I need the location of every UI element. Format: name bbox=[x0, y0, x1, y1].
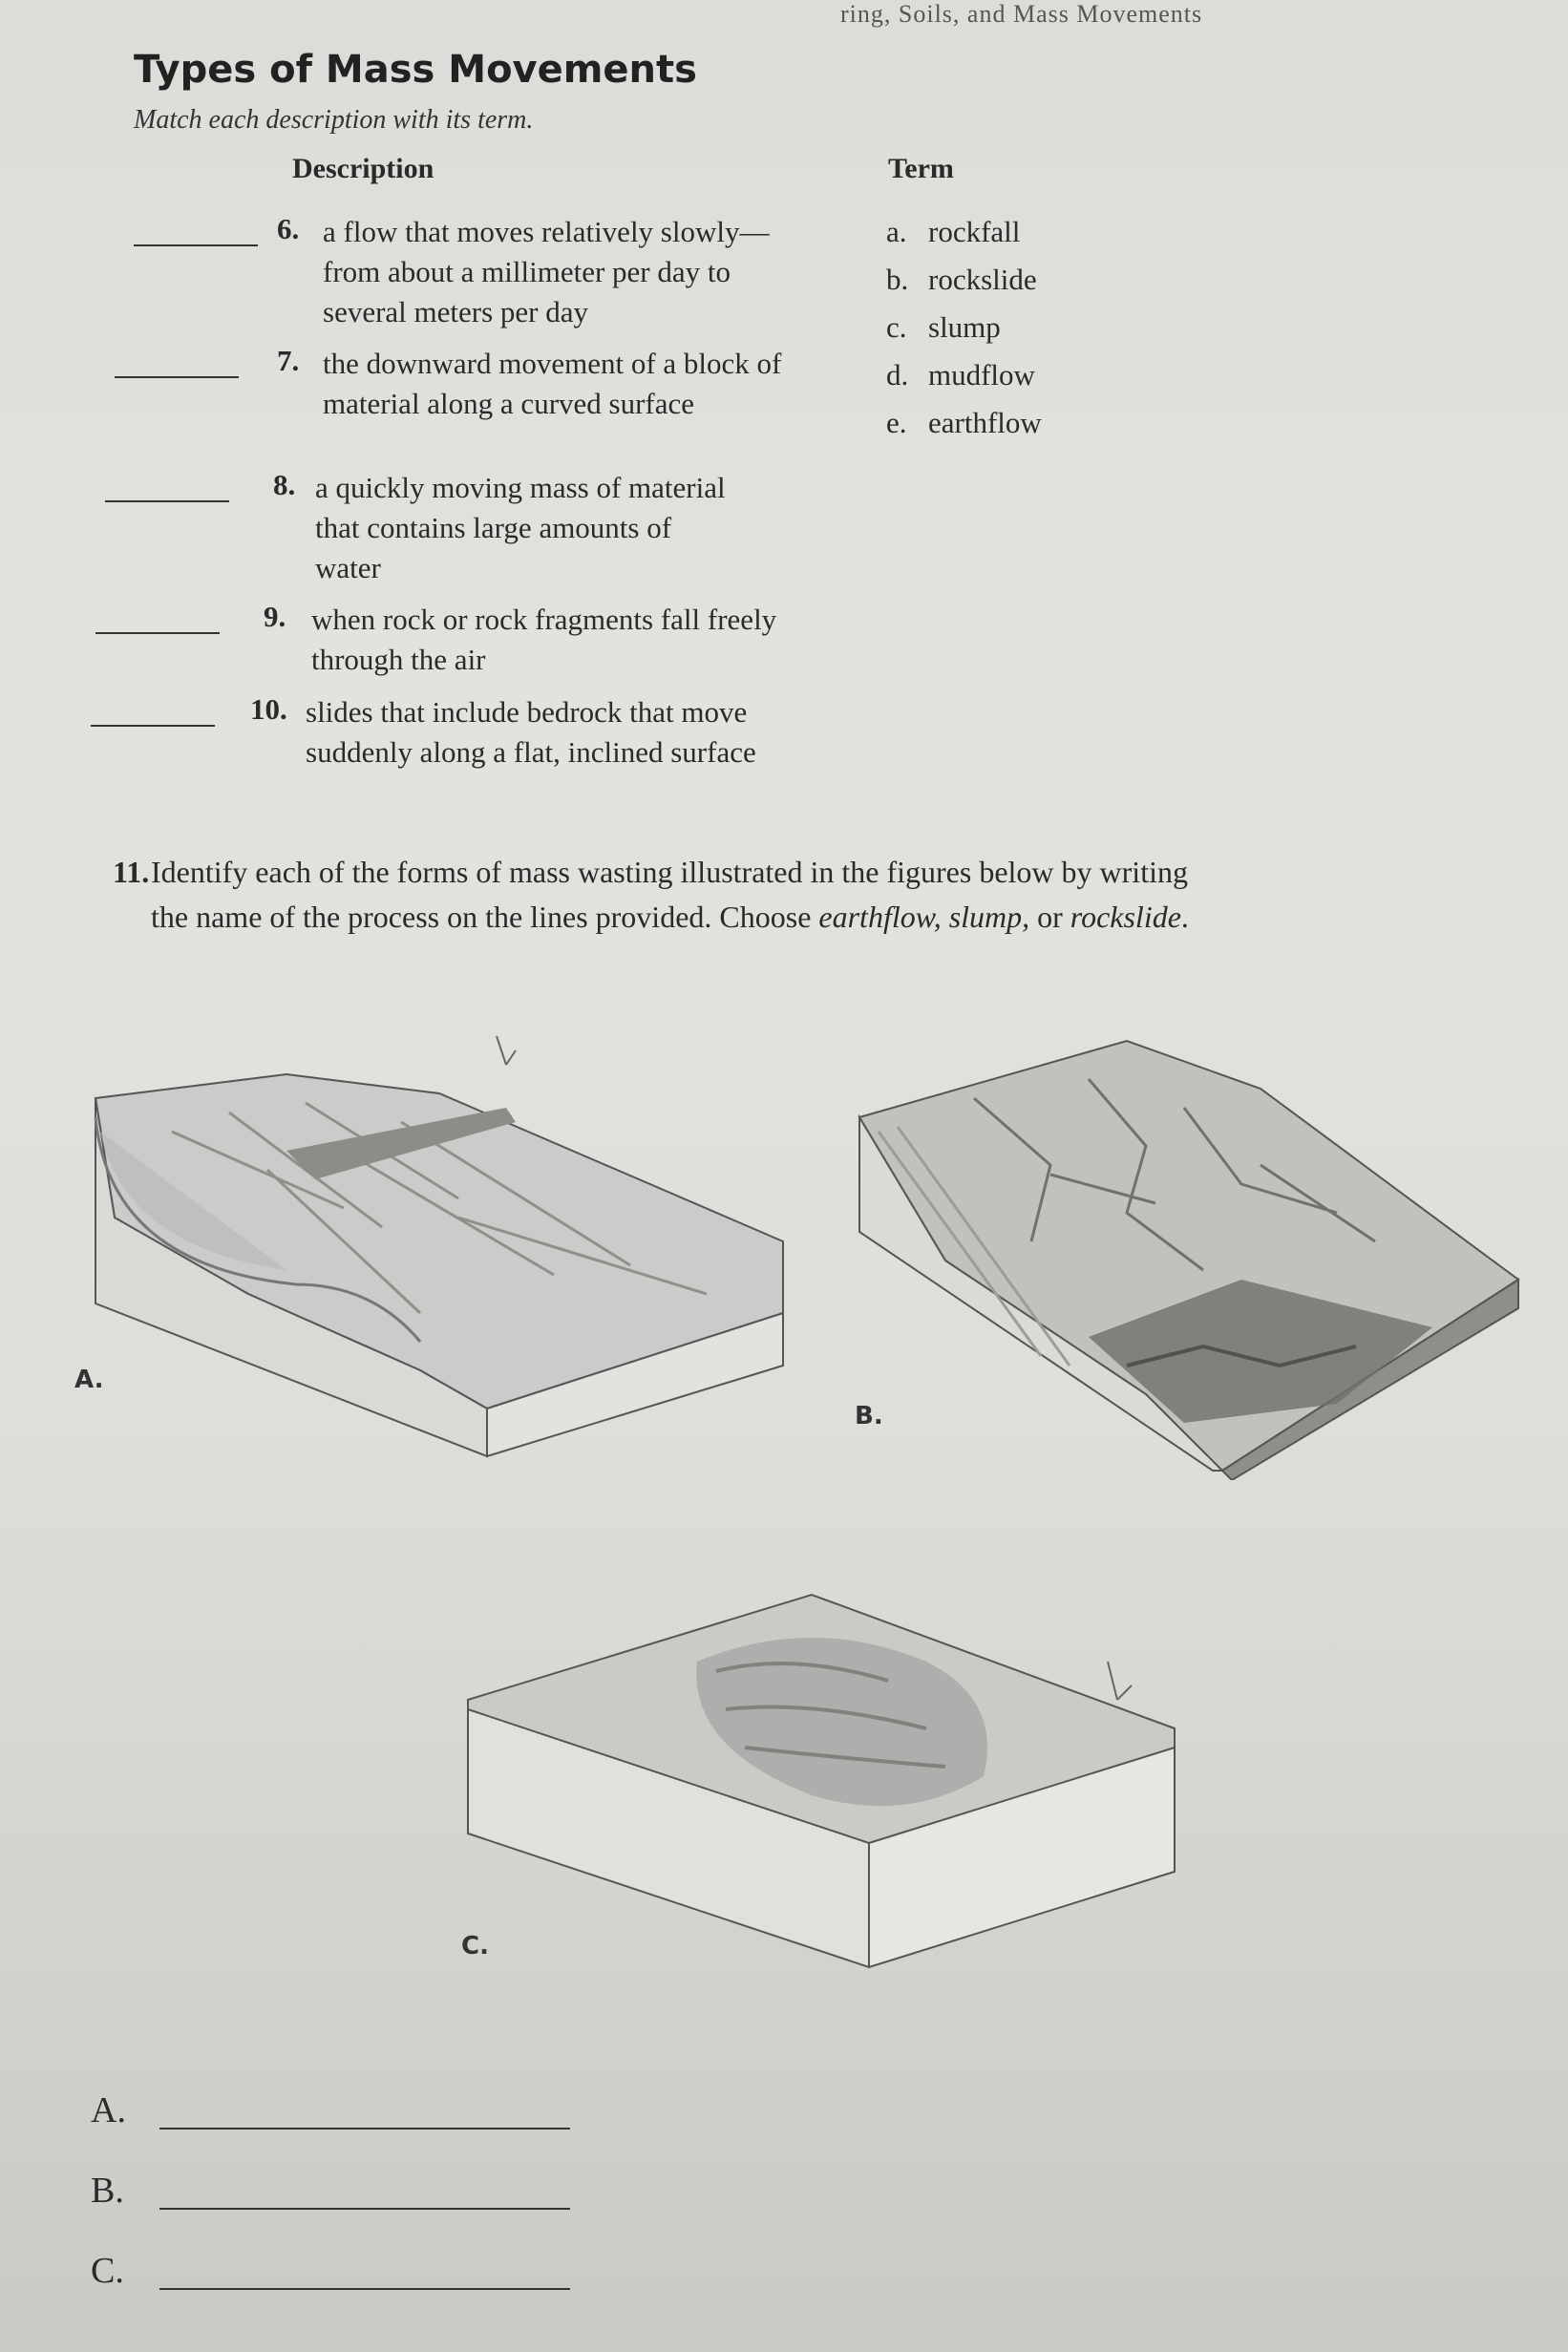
term-item: c. slump bbox=[886, 310, 1001, 344]
chapter-header: ring, Soils, and Mass Movements bbox=[840, 0, 1203, 28]
question-text: a flow that moves relatively slowly—from about a millimeter per day to several meters per day bbox=[323, 215, 770, 328]
question-number: 6. bbox=[277, 212, 300, 245]
question-text: a quickly moving mass of material that contains large amounts of water bbox=[315, 471, 726, 584]
figure-c-earthflow-diagram bbox=[449, 1557, 1194, 2005]
answer-blank-7[interactable] bbox=[115, 376, 239, 378]
figure-c-label: C. bbox=[461, 1932, 489, 1960]
question-text: the downward movement of a block of material along a curved surface bbox=[323, 347, 782, 420]
answer-a bbox=[91, 2089, 126, 2131]
question-text: slides that include bedrock that move suddenly along a flat, inclined surface bbox=[306, 695, 756, 769]
term-item: b. rockslide bbox=[886, 263, 1037, 296]
answer-label: B. bbox=[91, 2171, 124, 2211]
term-item: a. rockfall bbox=[886, 215, 1021, 248]
term-item: e. earthflow bbox=[886, 406, 1042, 439]
figure-b-label: B. bbox=[855, 1402, 883, 1430]
description-header: Description bbox=[292, 153, 434, 184]
term-header: Term bbox=[888, 153, 954, 184]
answer-line-a[interactable] bbox=[159, 2128, 570, 2130]
answer-label: C. bbox=[91, 2251, 124, 2291]
instructions: Match each description with its term. bbox=[134, 105, 534, 135]
answer-blank-8[interactable] bbox=[105, 500, 229, 502]
question-number: 8. bbox=[273, 468, 296, 501]
answer-blank-9[interactable] bbox=[95, 632, 220, 634]
term-item: d. mudflow bbox=[886, 358, 1035, 392]
terms-list bbox=[886, 208, 1042, 447]
question-number: 11. bbox=[113, 855, 150, 889]
answer-blank-6[interactable] bbox=[134, 244, 258, 246]
figure-b-rockslide-diagram bbox=[840, 1022, 1528, 1480]
page-title: Types of Mass Movements bbox=[134, 48, 697, 92]
answer-blank-10[interactable] bbox=[91, 725, 215, 727]
answer-b bbox=[91, 2170, 124, 2212]
question-text: Identify each of the forms of mass wasting illustrated in the figures below by writing the name of the process on the lines provided. Choose earthflow, slump, or rockslide. bbox=[151, 855, 1189, 934]
question-number: 7. bbox=[277, 344, 300, 377]
answer-line-b[interactable] bbox=[159, 2208, 570, 2210]
figure-a-label: A. bbox=[74, 1366, 104, 1394]
figure-a-slump-diagram bbox=[57, 1027, 802, 1466]
question-number: 10. bbox=[250, 692, 287, 726]
answer-c bbox=[91, 2250, 124, 2292]
answer-line-c[interactable] bbox=[159, 2288, 570, 2290]
question-11 bbox=[113, 850, 1211, 940]
answer-label: A. bbox=[91, 2090, 126, 2130]
question-text: when rock or rock fragments fall freely through the air bbox=[311, 603, 777, 676]
question-number: 9. bbox=[264, 600, 286, 633]
